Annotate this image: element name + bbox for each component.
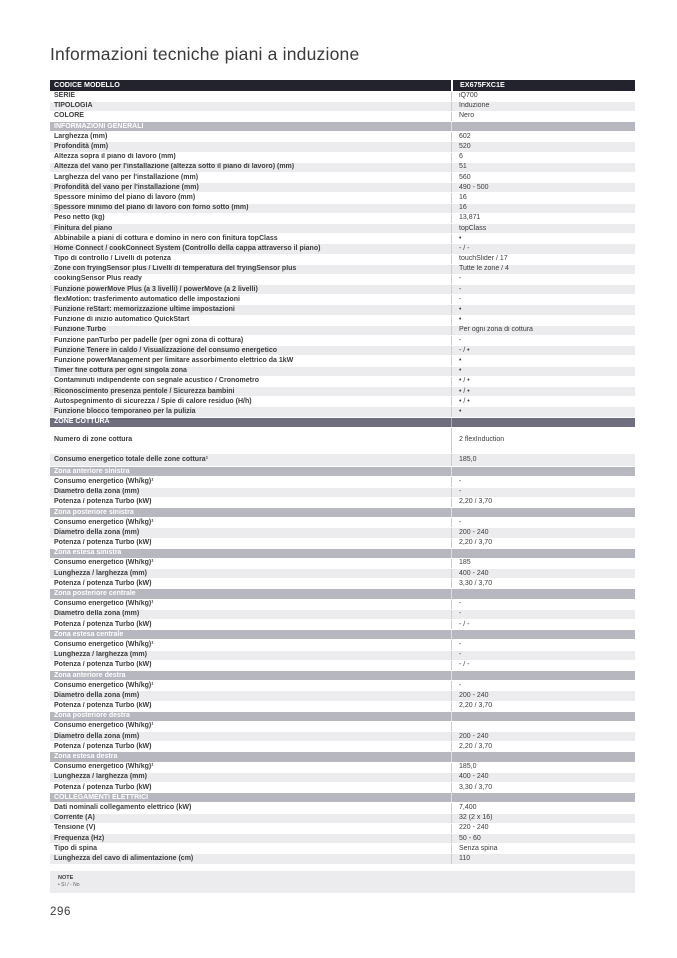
spec-label: Altezza sopra il piano di lavoro (mm) <box>54 153 176 161</box>
spec-row <box>50 681 635 691</box>
section-header-spacer <box>451 549 635 558</box>
spec-label: Diametro della zona (mm) <box>54 528 140 536</box>
spec-label: Autospegnimento di sicurezza / Spie di calore residuo (H/h) <box>54 397 252 405</box>
spec-label: Frequenza (Hz) <box>54 834 105 842</box>
spec-row <box>50 742 635 752</box>
spec-value: 51 <box>451 163 635 172</box>
spec-value: • <box>451 356 635 365</box>
spec-row <box>50 183 635 193</box>
spec-row <box>50 579 635 589</box>
spec-value: - <box>451 477 635 486</box>
spec-label: Funzione Tenere in caldo / Visualizzazione del consumo energetico <box>54 346 278 354</box>
spec-row <box>50 477 635 487</box>
section-header-row <box>50 122 635 132</box>
spec-row <box>50 610 635 620</box>
spec-row <box>50 163 635 173</box>
spec-value: 16 <box>451 204 635 213</box>
spec-label: Diametro della zona (mm) <box>54 488 140 496</box>
spec-row <box>50 732 635 742</box>
spec-value: 13,871 <box>451 214 635 223</box>
spec-row <box>50 498 635 508</box>
spec-row <box>50 326 635 336</box>
section-header-spacer <box>451 630 635 639</box>
spec-row <box>50 428 635 454</box>
spec-row <box>50 559 635 569</box>
spec-value: 3,30 / 3,70 <box>451 579 635 588</box>
section-header-spacer <box>451 418 635 427</box>
section-header-spacer <box>451 671 635 680</box>
spec-value: Nero <box>451 112 635 121</box>
spec-label: Potenza / potenza Turbo (kW) <box>54 742 152 750</box>
note-box <box>50 871 635 893</box>
section-header-row <box>50 589 635 599</box>
spec-row <box>50 824 635 834</box>
spec-row <box>50 92 635 102</box>
spec-row <box>50 132 635 142</box>
spec-label: Zone con fryingSensor plus / Livelli di temperatura del fryingSensor plus <box>54 265 297 273</box>
spec-row <box>50 661 635 671</box>
spec-value: 6 <box>451 153 635 162</box>
spec-value: Per ogni zona di cottura <box>451 326 635 335</box>
spec-row <box>50 305 635 315</box>
spec-value: Tutte le zone / 4 <box>451 265 635 274</box>
spec-value: 185,0 <box>451 454 635 467</box>
spec-value: 400 - 240 <box>451 773 635 782</box>
spec-value: 220 - 240 <box>451 824 635 833</box>
spec-value: - <box>451 336 635 345</box>
spec-row <box>50 691 635 701</box>
section-header-row <box>50 793 635 803</box>
spec-value: topClass <box>451 224 635 233</box>
note-title: NOTE <box>58 874 74 881</box>
section-header-row <box>50 508 635 518</box>
spec-label: Potenza / potenza Turbo (kW) <box>54 539 152 547</box>
spec-value: 520 <box>451 142 635 151</box>
spec-row <box>50 153 635 163</box>
spec-label: Diametro della zona (mm) <box>54 691 140 699</box>
spec-label: Abbinabile a piani di cottura e domino in nero con finitura topClass <box>54 234 278 242</box>
spec-label: Funzione reStart: memorizzazione ultime impostazioni <box>54 306 235 314</box>
spec-value: • <box>451 305 635 314</box>
spec-value: 2 flexInduction <box>451 428 635 453</box>
spec-label: Spessore minimo del piano di lavoro (mm) <box>54 193 196 201</box>
spec-row <box>50 803 635 813</box>
spec-label: Potenza / potenza Turbo (kW) <box>54 702 152 710</box>
spec-row <box>50 569 635 579</box>
spec-row <box>50 244 635 254</box>
spec-label: Consumo energetico totale delle zone cottura¹ <box>54 455 209 463</box>
spec-value: - / • <box>451 346 635 355</box>
spec-value: • <box>451 316 635 325</box>
spec-value: 602 <box>451 132 635 141</box>
spec-row <box>50 142 635 152</box>
spec-row <box>50 316 635 326</box>
section-title: Zona posteriore destra <box>54 712 130 720</box>
catalog-page <box>50 44 635 918</box>
spec-row <box>50 214 635 224</box>
spec-row <box>50 102 635 112</box>
spec-value: - <box>451 295 635 304</box>
spec-label: Potenza / potenza Turbo (kW) <box>54 498 152 506</box>
spec-value: - <box>451 640 635 649</box>
spec-label: Funzione panTurbo per padelle (per ogni zona di cottura) <box>54 336 244 344</box>
spec-value: 50 - 60 <box>451 834 635 843</box>
spec-value: - <box>451 610 635 619</box>
spec-label: Consumo energetico (Wh/kg)¹ <box>54 518 154 526</box>
spec-value: • / • <box>451 397 635 406</box>
spec-row <box>50 834 635 844</box>
spec-row <box>50 356 635 366</box>
spec-value: 110 <box>451 854 635 863</box>
spec-value: • / • <box>451 377 635 386</box>
spec-label: Funzione powerMove Plus (a 3 livelli) / powerMove (a 2 livelli) <box>54 285 258 293</box>
section-title: Zona estesa centrale <box>54 630 124 638</box>
spec-value: 185 <box>451 559 635 568</box>
spec-row <box>50 702 635 712</box>
section-title: Zona estesa sinistra <box>54 549 122 557</box>
spec-value <box>451 722 635 731</box>
page-title: Informazioni tecniche piani a induzione <box>50 44 360 64</box>
spec-value: 200 - 240 <box>451 528 635 537</box>
spec-row <box>50 255 635 265</box>
spec-value: 200 - 240 <box>451 732 635 741</box>
spec-row <box>50 620 635 630</box>
spec-label: Diametro della zona (mm) <box>54 610 140 618</box>
section-header-row <box>50 752 635 762</box>
spec-label: Potenza / potenza Turbo (kW) <box>54 661 152 669</box>
section-header-spacer <box>451 712 635 721</box>
spec-row <box>50 454 635 468</box>
spec-value: • <box>451 367 635 376</box>
spec-label: Larghezza (mm) <box>54 132 108 140</box>
spec-label: Consumo energetico (Wh/kg)¹ <box>54 640 154 648</box>
spec-label: Consumo energetico (Wh/kg)¹ <box>54 600 154 608</box>
spec-label: Consumo energetico (Wh/kg)¹ <box>54 763 154 771</box>
spec-label: Consumo energetico (Wh/kg)¹ <box>54 559 154 567</box>
spec-row <box>50 488 635 498</box>
spec-label: Lunghezza / larghezza (mm) <box>54 651 147 659</box>
section-header-row <box>50 467 635 477</box>
spec-row <box>50 265 635 275</box>
section-header-spacer <box>451 508 635 517</box>
spec-row <box>50 722 635 732</box>
spec-label: Corrente (A) <box>54 814 95 822</box>
spec-row <box>50 336 635 346</box>
model-code-row <box>50 80 635 92</box>
spec-value: 16 <box>451 193 635 202</box>
model-code-value: EX675FXC1E <box>451 80 635 91</box>
spec-value: • / • <box>451 387 635 396</box>
spec-value: - <box>451 275 635 284</box>
spec-row <box>50 285 635 295</box>
spec-label: Altezza del vano per l'installazione (altezza sotto il piano di lavoro) (mm) <box>54 163 295 171</box>
section-header-row <box>50 418 635 428</box>
spec-label: Profondità (mm) <box>54 143 109 151</box>
spec-value: touchSlider / 17 <box>451 255 635 264</box>
spec-row <box>50 193 635 203</box>
spec-value: - / - <box>451 620 635 629</box>
spec-row <box>50 204 635 214</box>
spec-value: 560 <box>451 173 635 182</box>
spec-table <box>50 80 635 865</box>
spec-value: - <box>451 488 635 497</box>
spec-row <box>50 387 635 397</box>
spec-label: TIPOLOGIA <box>54 102 93 110</box>
spec-label: cookingSensor Plus ready <box>54 275 142 283</box>
spec-value: 400 - 240 <box>451 569 635 578</box>
spec-value: - / - <box>451 661 635 670</box>
spec-row <box>50 640 635 650</box>
spec-label: SERIE <box>54 92 76 100</box>
section-header-spacer <box>451 589 635 598</box>
model-code-label: CODICE MODELLO <box>54 80 120 90</box>
spec-value: 32 (2 x 16) <box>451 814 635 823</box>
spec-label: Riconoscimento presenza pentole / Sicurezza bambini <box>54 387 235 395</box>
spec-value: 2,20 / 3,70 <box>451 742 635 751</box>
spec-row <box>50 397 635 407</box>
spec-label: Contaminuti indipendente con segnale acustico / Cronometro <box>54 377 259 385</box>
spec-row <box>50 528 635 538</box>
spec-label: Home Connect / cookConnect System (Controllo della cappa attraverso il piano) <box>54 244 321 252</box>
spec-row <box>50 275 635 285</box>
section-title: Zona anteriore sinistra <box>54 467 130 475</box>
spec-label: Dati nominali collegamento elettrico (kW) <box>54 803 192 811</box>
section-title: Zona anteriore destra <box>54 671 126 679</box>
spec-label: Larghezza del vano per l'installazione (mm) <box>54 173 199 181</box>
spec-value: 3,30 / 3,70 <box>451 783 635 792</box>
spec-value: 2,20 / 3,70 <box>451 539 635 548</box>
spec-row <box>50 600 635 610</box>
section-header-row <box>50 630 635 640</box>
section-header-spacer <box>451 467 635 476</box>
spec-value: 2,20 / 3,70 <box>451 702 635 711</box>
spec-value: 200 - 240 <box>451 691 635 700</box>
spec-value: 185,0 <box>451 763 635 772</box>
spec-value: - <box>451 681 635 690</box>
section-title: Zona posteriore sinistra <box>54 508 134 516</box>
spec-row <box>50 173 635 183</box>
spec-row <box>50 367 635 377</box>
spec-label: Diametro della zona (mm) <box>54 732 140 740</box>
spec-row <box>50 651 635 661</box>
section-header-row <box>50 671 635 681</box>
spec-label: Timer fine cottura per ogni singola zona <box>54 367 187 375</box>
spec-label: Funzione blocco temporaneo per la pulizia <box>54 407 196 415</box>
page-number: 296 <box>50 905 71 918</box>
spec-value: - <box>451 518 635 527</box>
spec-label: Lunghezza / larghezza (mm) <box>54 773 147 781</box>
spec-row <box>50 854 635 864</box>
spec-value: 490 - 500 <box>451 183 635 192</box>
spec-label: flexMotion: trasferimento automatico delle impostazioni <box>54 295 240 303</box>
spec-row <box>50 783 635 793</box>
spec-row <box>50 224 635 234</box>
section-header-spacer <box>451 122 635 131</box>
section-header-spacer <box>451 752 635 761</box>
spec-label: Funzione powerManagement per limitare assorbimento elettrico da 1kW <box>54 356 294 364</box>
spec-label: Funzione Turbo <box>54 326 106 334</box>
spec-row <box>50 773 635 783</box>
spec-row <box>50 346 635 356</box>
spec-row <box>50 518 635 528</box>
section-header-row <box>50 712 635 722</box>
spec-row <box>50 377 635 387</box>
section-title: Zona posteriore centrale <box>54 590 136 598</box>
spec-label: COLORE <box>54 112 84 120</box>
spec-label: Consumo energetico (Wh/kg)¹ <box>54 722 154 730</box>
spec-row <box>50 763 635 773</box>
spec-value: 7,400 <box>451 803 635 812</box>
spec-label: Tipo di controllo / Livelli di potenza <box>54 255 171 263</box>
spec-label: Numero di zone cottura <box>54 436 133 444</box>
section-header-spacer <box>451 793 635 802</box>
section-title: INFORMAZIONI GENERALI <box>54 122 144 130</box>
section-title: ZONE COTTURA <box>54 418 110 426</box>
spec-value: Senza spina <box>451 844 635 853</box>
spec-row <box>50 112 635 122</box>
spec-value: iQ700 <box>451 92 635 101</box>
spec-row <box>50 407 635 417</box>
spec-label: Tensione (V) <box>54 824 96 832</box>
note-legend: • Sì / - No <box>58 881 80 888</box>
spec-label: Funzione di inizio automatico QuickStart <box>54 316 190 324</box>
spec-label: Spessore minimo del piano di lavoro con forno sotto (mm) <box>54 204 249 212</box>
spec-row <box>50 814 635 824</box>
spec-row <box>50 234 635 244</box>
spec-label: Tipo di spina <box>54 844 98 852</box>
spec-label: Finitura del piano <box>54 224 113 232</box>
spec-value: 2,20 / 3,70 <box>451 498 635 507</box>
spec-label: Peso netto (kg) <box>54 214 105 222</box>
spec-label: Lunghezza del cavo di alimentazione (cm) <box>54 854 194 862</box>
spec-value: Induzione <box>451 102 635 111</box>
spec-label: Potenza / potenza Turbo (kW) <box>54 620 152 628</box>
spec-value: • <box>451 407 635 416</box>
spec-row <box>50 539 635 549</box>
section-title: Zona estesa destra <box>54 753 118 761</box>
spec-label: Potenza / potenza Turbo (kW) <box>54 783 152 791</box>
spec-label: Consumo energetico (Wh/kg)¹ <box>54 681 154 689</box>
spec-value: - <box>451 651 635 660</box>
spec-label: Consumo energetico (Wh/kg)¹ <box>54 477 154 485</box>
section-title: COLLEGAMENTI ELETTRICI <box>54 793 149 801</box>
spec-value: - <box>451 285 635 294</box>
spec-value: - <box>451 600 635 609</box>
spec-label: Lunghezza / larghezza (mm) <box>54 569 147 577</box>
section-header-row <box>50 549 635 559</box>
spec-value: • <box>451 234 635 243</box>
spec-label: Profondità del vano per l'installazione (mm) <box>54 183 199 191</box>
spec-label: Potenza / potenza Turbo (kW) <box>54 579 152 587</box>
spec-row <box>50 295 635 305</box>
spec-value: - / - <box>451 244 635 253</box>
spec-row <box>50 844 635 854</box>
